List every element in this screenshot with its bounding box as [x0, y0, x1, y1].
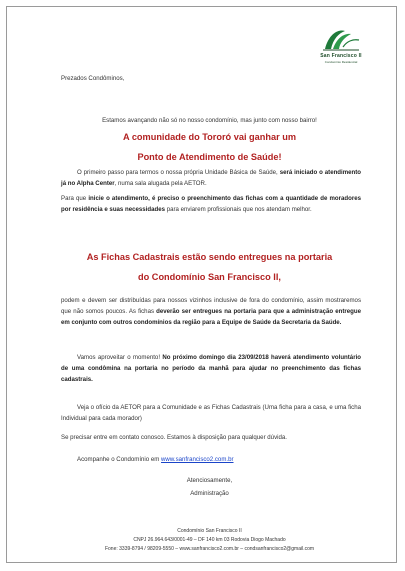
- logo-tagline: Condomínio Residencial: [324, 60, 358, 64]
- paragraph-sunday-help: Vamos aproveitar o momento! No próximo domingo dia 23/09/2018 haverá atendimento voluntário de uma condômina na portaria no período da manhã para ajudar no preenchimento das fichas cadastrais.: [61, 354, 361, 383]
- intro-text: Estamos avançando não só no nosso condomínio, mas junto com nosso bairro!: [102, 117, 317, 124]
- heading-health-line2: Ponto de Atendimento de Saúde!: [137, 152, 282, 162]
- closing-signature: Administração: [190, 490, 229, 497]
- footer-address: CNPJ 26.964.643/0001-49 – DF 140 km 03 Rodovia Diogo Machado: [133, 537, 286, 543]
- paragraph-aetor-letter: Veja o ofício da AETOR para a Comunidade e as Fichas Cadastrais (Uma ficha para a casa, e uma ficha Individual para cada morador): [61, 404, 361, 422]
- footer-contact: Fone: 3339-8794 / 98209-5550 – www.sanfrancisco2.com.br – condsanfrancisco2@gmail.com: [104, 546, 315, 552]
- logo-mark-icon: [319, 27, 363, 53]
- website-link[interactable]: www.sanfrancisco2.com.br: [161, 456, 234, 463]
- heading-health-line1: A comunidade do Tororó vai ganhar um: [122, 132, 297, 142]
- paragraph-first-step: O primeiro passo para termos o nossa própria Unidade Básica de Saúde, será iniciado o atendimento já no Alpha Center, numa sala alugada pela AETOR.: [61, 169, 362, 187]
- greeting: Prezados Condôminos,: [61, 75, 125, 82]
- heading-forms-line2: do Condomínio San Francisco II,: [138, 272, 281, 282]
- paragraph-follow: Acompanhe o Condomínio em www.sanfrancisco2.com.br: [77, 456, 234, 463]
- condominium-logo: [311, 27, 371, 69]
- logo-name: San Francisco II: [320, 53, 362, 59]
- closing-regards: Atenciosamente,: [186, 477, 233, 484]
- heading-forms-line1: As Fichas Cadastrais estão sendo entregues na portaria: [86, 252, 333, 262]
- footer-name: Condomínio San Francisco II: [177, 528, 242, 534]
- paragraph-contact: Se precisar entre em contato conosco. Estamos à disposição para qualquer dúvida.: [61, 434, 287, 441]
- document-page: [6, 6, 397, 563]
- paragraph-distribution: podem e devem ser distribuídas para nossos vizinhos inclusive de fora do condomínio, assim mostraremos que não somos poucos. As fichas deverão ser entregues na portaria para que a administração entregue em conjunto com outros condomínios da região para a Equipe de Saúde da Secretaria da Saúde.: [61, 297, 361, 326]
- paragraph-forms-needed: Para que inicie o atendimento, é preciso o preenchimento das fichas com a quantidade de moradores por residência e suas necessidades para enviarem profissionais que nos atendam melhor.: [61, 195, 362, 213]
